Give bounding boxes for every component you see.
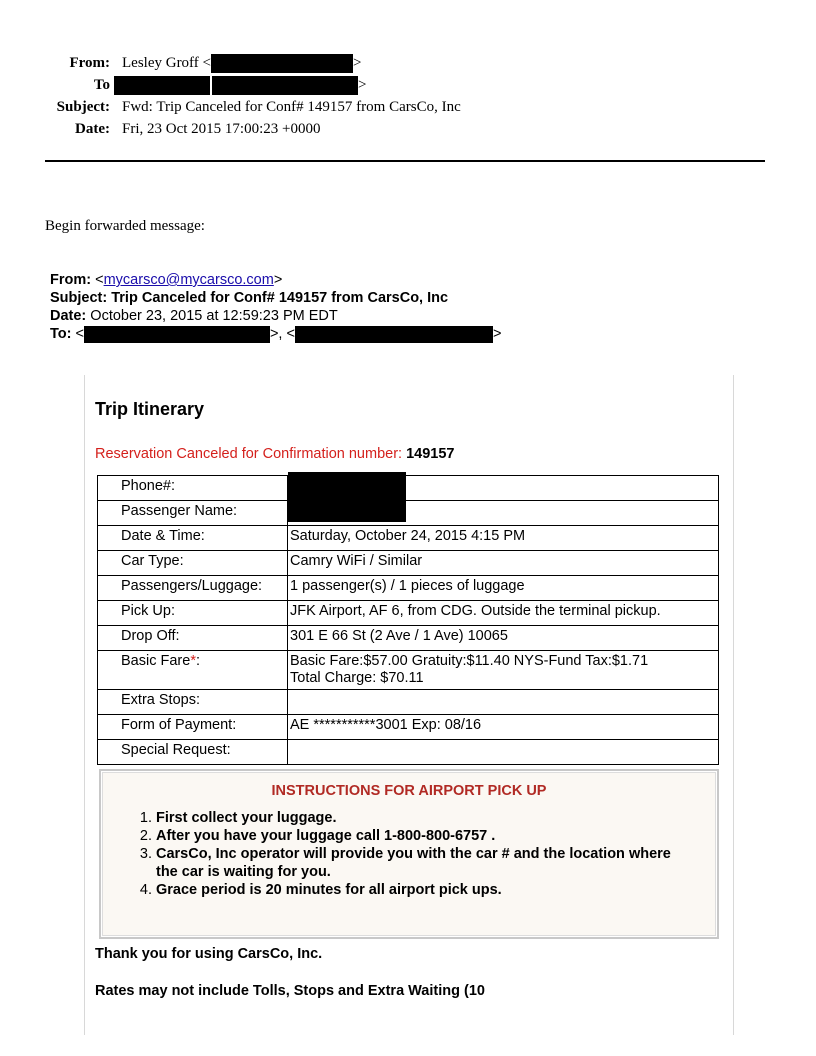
- table-row: [98, 715, 719, 740]
- redacted-recipient: [114, 76, 210, 95]
- fare-label-text: Basic Fare: [121, 653, 191, 669]
- extra-stops-label: Extra Stops:: [98, 690, 288, 715]
- outer-subject-label: Subject:: [56, 99, 110, 115]
- special-request-label: Special Request:: [98, 740, 288, 765]
- outer-from-value: [122, 52, 361, 74]
- itinerary-table: [97, 475, 719, 765]
- payment-value: AE ***********3001 Exp: 08/16: [288, 715, 719, 740]
- instructions-title: INSTRUCTIONS FOR AIRPORT PICK UP: [271, 783, 547, 799]
- table-row: [98, 576, 719, 601]
- fare-total: Total Charge: $70.11: [290, 670, 424, 686]
- extra-stops-value: [288, 690, 719, 715]
- header-divider: [45, 160, 765, 162]
- table-row: [98, 740, 719, 765]
- begin-forwarded: Begin forwarded message:: [45, 218, 205, 234]
- outer-from-label: From:: [69, 55, 110, 71]
- table-row: [98, 690, 719, 715]
- cancel-notice: [95, 446, 454, 462]
- outer-to-close: >: [358, 77, 367, 93]
- fare-asterisk: *: [190, 653, 196, 669]
- fare-colon: :: [195, 653, 200, 669]
- inner-to-label: To:: [50, 326, 72, 342]
- redacted-email: [295, 326, 493, 343]
- pickup-label: Pick Up:: [98, 601, 288, 626]
- inner-to-open: <: [71, 326, 84, 342]
- list-item: 2. After you have your luggage call 1-800-800-6757 .: [156, 827, 696, 845]
- inner-subject-label: Subject:: [50, 290, 108, 306]
- table-row: [98, 601, 719, 626]
- table-row: [98, 651, 719, 690]
- redacted-phone: [288, 472, 406, 522]
- inner-date-value: October 23, 2015 at 12:59:23 PM EDT: [90, 308, 338, 324]
- inner-subject-value: Trip Canceled for Conf# 149157 from CarsCo, Inc: [111, 290, 449, 306]
- pax-luggage-value: 1 passenger(s) / 1 pieces of luggage: [288, 576, 719, 601]
- fare-breakdown: Basic Fare:$57.00 Gratuity:$11.40 NYS-Fund Tax:$1.71: [290, 653, 649, 669]
- phone-label: Phone#:: [98, 476, 288, 501]
- airport-instructions: [99, 769, 719, 939]
- car-type-value: Camry WiFi / Similar: [288, 551, 719, 576]
- table-row: [98, 501, 719, 526]
- instructions-list: [136, 809, 696, 899]
- datetime-label: Date & Time:: [98, 526, 288, 551]
- outer-to-value: [114, 74, 366, 96]
- outer-subject-value: Fwd: Trip Canceled for Conf# 149157 from CarsCo, Inc: [122, 99, 461, 115]
- datetime-value: Saturday, October 24, 2015 4:15 PM: [288, 526, 719, 551]
- fare-value: [288, 651, 719, 690]
- outer-from-close: >: [353, 55, 362, 71]
- dropoff-value: 301 E 66 St (2 Ave / 1 Ave) 10065: [288, 626, 719, 651]
- table-row: [98, 476, 719, 501]
- inner-from-row: [50, 271, 282, 289]
- outer-from-name: Lesley Groff <: [122, 55, 211, 71]
- payment-label: Form of Payment:: [98, 715, 288, 740]
- redacted-email: [211, 54, 353, 73]
- special-request-value: [288, 740, 719, 765]
- table-row: [98, 551, 719, 576]
- outer-date-value: Fri, 23 Oct 2015 17:00:23 +0000: [122, 121, 321, 137]
- outer-to-label: To: [93, 77, 110, 93]
- inner-to-close: >: [492, 326, 502, 342]
- inner-to-sep: >, <: [269, 326, 295, 342]
- passenger-label: Passenger Name:: [98, 501, 288, 526]
- car-type-label: Car Type:: [98, 551, 288, 576]
- inner-from-open: <: [91, 272, 104, 288]
- inner-date-row: [50, 307, 338, 325]
- pax-luggage-label: Passengers/Luggage:: [98, 576, 288, 601]
- pickup-value: JFK Airport, AF 6, from CDG. Outside the terminal pickup.: [288, 601, 719, 626]
- inner-from-label: From:: [50, 272, 92, 288]
- redacted-email: [84, 326, 270, 343]
- inner-date-label: Date:: [50, 308, 87, 324]
- list-item: 4. Grace period is 20 minutes for all airport pick ups.: [156, 881, 696, 899]
- itinerary-card: [84, 375, 734, 1035]
- inner-from-close: >: [273, 272, 283, 288]
- fare-label: [98, 651, 288, 690]
- phone-value: [288, 476, 719, 501]
- list-item: 1. First collect your luggage.: [156, 809, 696, 827]
- inner-subject-row: [50, 289, 448, 307]
- inner-to-row: [50, 325, 501, 343]
- redacted-email: [212, 76, 358, 95]
- list-item: 3. CarsCo, Inc operator will provide you with the car # and the location where the car is waiting for you.: [156, 845, 696, 881]
- confirmation-number: 149157: [406, 446, 455, 462]
- cancel-text: Reservation Canceled for Confirmation number:: [95, 446, 407, 462]
- table-row: [98, 526, 719, 551]
- thanks-text: Thank you for using CarsCo, Inc.: [95, 946, 323, 962]
- table-row: [98, 626, 719, 651]
- outer-date-label: Date:: [75, 121, 110, 137]
- rates-note: Rates may not include Tolls, Stops and Extra Waiting (10: [95, 983, 485, 999]
- dropoff-label: Drop Off:: [98, 626, 288, 651]
- sender-email-link[interactable]: mycarsco@mycarsco.com: [103, 272, 274, 288]
- itinerary-title: Trip Itinerary: [95, 399, 205, 419]
